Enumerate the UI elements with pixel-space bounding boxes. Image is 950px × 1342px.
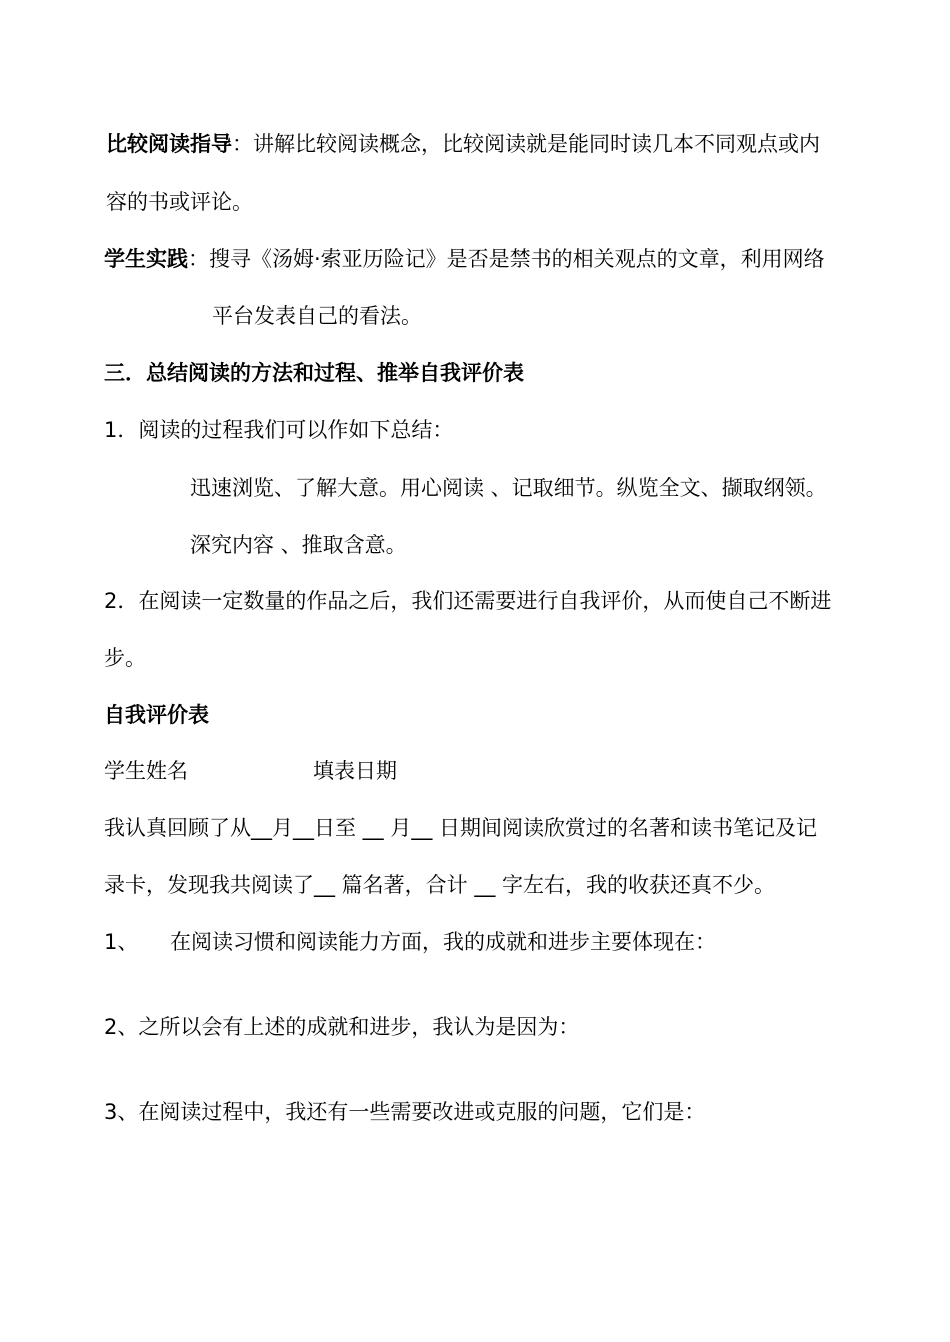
question-3: 3、在阅读过程中，我还有一些需要改进或克服的问题，它们是： [104, 1100, 706, 1124]
form-title: 自我评价表 [104, 703, 209, 727]
comparative-reading-text: ：讲解比较阅读概念，比较阅读就是能同时读几本不同观点或内 [232, 132, 820, 156]
list-item-1-sub-2: 深究内容 、推取含意。 [190, 533, 407, 557]
section-heading-3: 三．总结阅读的方法和过程、推举自我评价表 [104, 361, 524, 385]
student-practice-label: 学生实践 [104, 247, 188, 271]
review-line-2: 录卡，发现我共阅读了__ 篇名著，合计 __ 字左右，我的收获还真不少。 [104, 873, 776, 897]
list-item-2-continuation: 步。 [104, 646, 146, 670]
question-2: 2、之所以会有上述的成就和进步，我认为是因为： [104, 1015, 580, 1039]
paragraph-comparative-reading [106, 130, 820, 158]
student-name-label: 学生姓名 [104, 759, 188, 783]
review-line-1: 我认真回顾了从__月__日至 __ 月__ 日期间阅读欣赏过的名著和读书笔记及记 [104, 816, 818, 840]
fill-date-label: 填表日期 [313, 759, 397, 783]
question-1-text: 在阅读习惯和阅读能力方面，我的成就和进步主要体现在： [170, 930, 716, 954]
list-item-2: 2．在阅读一定数量的作品之后，我们还需要进行自我评价，从而使自己不断进 [104, 589, 832, 613]
list-item-1: 1．阅读的过程我们可以作如下总结： [104, 418, 454, 442]
paragraph-student-practice [104, 245, 825, 273]
student-practice-text: ：搜寻《汤姆·索亚历险记》是否是禁书的相关观点的文章，利用网络 [188, 247, 825, 271]
comparative-reading-label: 比较阅读指导 [106, 132, 232, 156]
list-item-1-sub-1: 迅速浏览、了解大意。用心阅读 、记取细节。纵览全文、撷取纲领。 [190, 476, 827, 500]
comparative-reading-continuation: 容的书或评论。 [106, 190, 253, 214]
student-practice-continuation: 平台发表自己的看法。 [212, 304, 422, 328]
question-1-number: 1、 [104, 930, 139, 954]
